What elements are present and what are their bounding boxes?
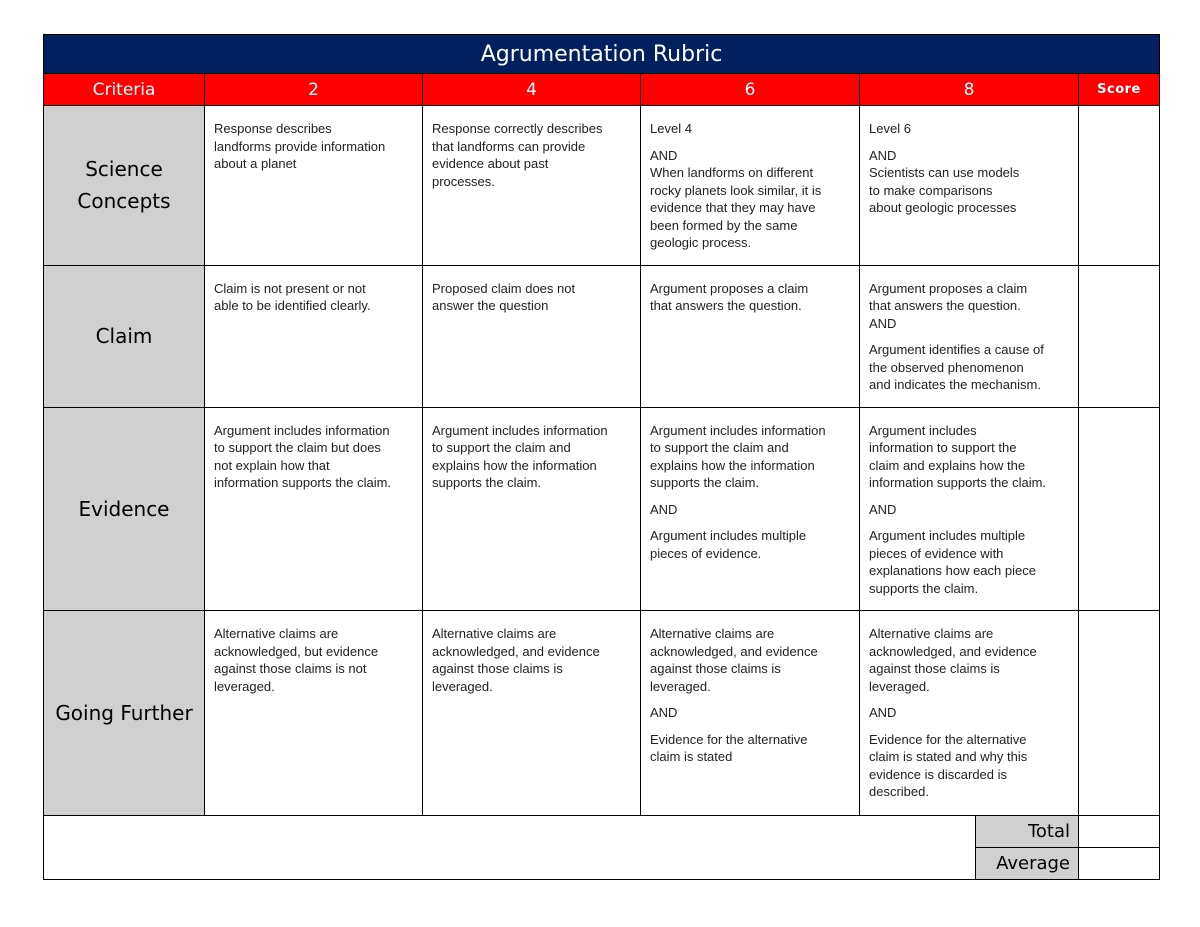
cell-paragraph: Argument includes information to support the claim and explains how the information supports the claim.: [650, 422, 826, 490]
score-cell[interactable]: [1079, 407, 1160, 611]
score-cell[interactable]: [1079, 106, 1160, 266]
header-row: [44, 74, 1160, 106]
rubric-cell-level-4: [423, 265, 641, 407]
rubric-cell-level-6: [641, 265, 860, 407]
cell-paragraph: AND: [869, 501, 897, 517]
header-criteria: Criteria: [44, 74, 205, 106]
header-score: Score: [1079, 74, 1160, 106]
cell-paragraph: AND: [650, 705, 678, 720]
cell-paragraph: Proposed claim does not answer the question: [432, 280, 576, 313]
cell-paragraph: AND: [650, 501, 678, 517]
cell-paragraph: Claim is not present or not able to be identified clearly.: [214, 280, 371, 313]
cell-paragraph: Level 6: [869, 121, 911, 136]
cell-paragraph: Argument identifies a cause of the observed phenomenon and indicates the mechanism.: [869, 342, 1044, 392]
cell-paragraph: Level 4: [650, 121, 692, 136]
rubric-cell-level-6: [641, 611, 860, 816]
cell-paragraph: Argument includes multiple pieces of evidence.: [650, 528, 807, 561]
rubric-row-going-further: [44, 611, 1160, 816]
rubric-cell-level-2: [205, 265, 423, 407]
rubric-row-claim: [44, 265, 1160, 407]
cell-paragraph: Argument includes multiple pieces of evidence with explanations how each piece supports the claim.: [869, 528, 1036, 596]
rubric-row-science-concepts: [44, 106, 1160, 266]
rubric-cell-level-8: [860, 265, 1079, 407]
rubric-table: [43, 34, 1160, 880]
rubric-cell-level-8: [860, 407, 1079, 611]
cell-paragraph: Response correctly describes that landforms can provide evidence about past processes.: [432, 121, 603, 189]
header-level-6: 6: [641, 74, 860, 106]
cell-paragraph: AND Scientists can use models to make comparisons about geologic processes: [869, 147, 1020, 215]
rubric-cell-level-2: [205, 611, 423, 816]
cell-paragraph: Argument proposes a claim that answers the question. AND: [869, 280, 1028, 331]
rubric-cell-level-6: [641, 407, 860, 611]
score-cell[interactable]: [1079, 611, 1160, 816]
rubric-cell-level-2: [205, 407, 423, 611]
header-level-8: 8: [860, 74, 1079, 106]
rubric-cell-level-2: [205, 106, 423, 266]
total-score-cell[interactable]: [1079, 816, 1160, 848]
rubric-cell-level-8: [860, 106, 1079, 266]
rubric-cell-level-4: [423, 407, 641, 611]
cell-paragraph: Argument includes information to support the claim but does not explain how that information supports the claim.: [214, 422, 392, 490]
rubric-cell-level-4: [423, 106, 641, 266]
cell-paragraph: Alternative claims are acknowledged, but evidence against those claims is not leveraged.: [214, 626, 379, 694]
cell-paragraph: Argument proposes a claim that answers the question.: [650, 280, 809, 313]
rubric-row-evidence: [44, 407, 1160, 611]
rubric-title: Agrumentation Rubric: [44, 35, 1160, 74]
rubric-cell-level-8: [860, 611, 1079, 816]
criterion-label: Claim: [44, 265, 205, 407]
rubric-cell-level-4: [423, 611, 641, 816]
average-label: Average: [976, 848, 1079, 880]
cell-paragraph: Alternative claims are acknowledged, and evidence against those claims is leveraged.: [650, 626, 818, 694]
cell-paragraph: AND: [869, 705, 897, 720]
total-row: [44, 816, 1160, 848]
cell-paragraph: Argument includes information to support the claim and explains how the information supports the claim.: [869, 422, 1047, 490]
summary-blank-area: [44, 816, 976, 880]
average-score-cell[interactable]: [1079, 848, 1160, 880]
cell-paragraph: Response describes landforms provide information about a planet: [214, 121, 386, 171]
score-cell[interactable]: [1079, 265, 1160, 407]
cell-paragraph: Evidence for the alternative claim is stated: [650, 731, 808, 764]
cell-paragraph: Evidence for the alternative claim is stated and why this evidence is discarded is described.: [869, 731, 1028, 799]
header-level-2: 2: [205, 74, 423, 106]
criterion-label: Evidence: [44, 407, 205, 611]
total-label: Total: [976, 816, 1079, 848]
header-level-4: 4: [423, 74, 641, 106]
cell-paragraph: Alternative claims are acknowledged, and evidence against those claims is leveraged.: [869, 626, 1037, 694]
cell-paragraph: AND When landforms on different rocky planets look similar, it is evidence that they may have been formed by the same geologic process.: [650, 147, 822, 250]
criterion-label: Going Further: [44, 611, 205, 816]
cell-paragraph: Alternative claims are acknowledged, and evidence against those claims is leveraged.: [432, 626, 600, 694]
cell-paragraph: Argument includes information to support the claim and explains how the information supports the claim.: [432, 422, 608, 490]
rubric-cell-level-6: [641, 106, 860, 266]
criterion-label: Science Concepts: [44, 106, 205, 266]
